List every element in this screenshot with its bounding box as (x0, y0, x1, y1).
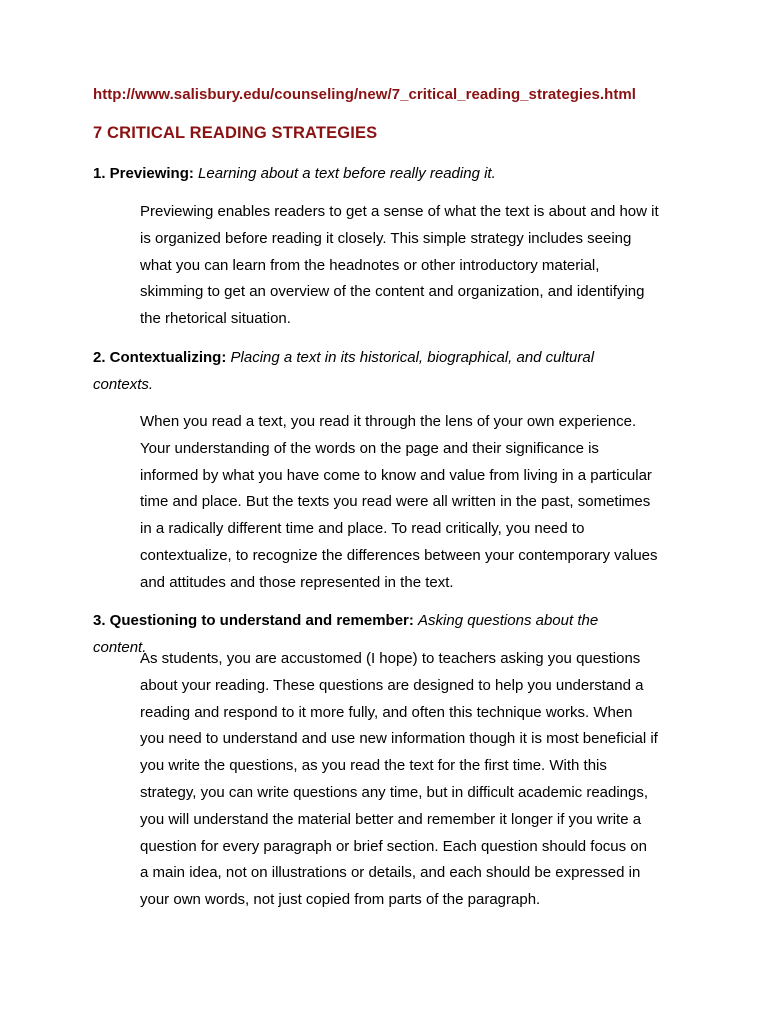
body-line: your own words, not just copied from parts of the paragraph. (140, 891, 541, 909)
body-line: you write the questions, as you read the text for the first time. With this (140, 757, 607, 775)
strategy-2-description: Placing a text in its historical, biographical, and cultural (230, 349, 595, 366)
body-line: is organized before reading it closely. This simple strategy includes seeing (140, 229, 632, 247)
body-line: question for every paragraph or brief section. Each question should focus on (140, 837, 647, 855)
document-title: 7 CRITICAL READING STRATEGIES (93, 124, 378, 142)
strategy-2-description-cont: contexts. (93, 376, 154, 393)
strategy-2-heading (93, 344, 653, 398)
body-line: what you can learn from the headnotes or other introductory material, (140, 256, 600, 274)
strategy-2-lead: 2. Contextualizing: (93, 349, 227, 366)
strategy-1-description: Learning about a text before really reading it. (198, 165, 496, 182)
body-line: Previewing enables readers to get a sense of what the text is about and how it (140, 203, 659, 220)
strategy-1-heading (93, 160, 653, 187)
body-line: reading and respond to it more fully, and often this technique works. When (140, 703, 633, 721)
body-line: When you read a text, you read it through the lens of your own experience. (140, 413, 637, 430)
body-line: time and place. But the texts you read were all written in the past, sometimes (140, 493, 651, 511)
strategy-3-body (140, 646, 680, 914)
strategy-3-lead: 3. Questioning to understand and remember: (93, 612, 414, 629)
body-line: Your understanding of the words on the page and their significance is (140, 439, 599, 457)
body-line: informed by what you have come to know and value from living in a particular (140, 466, 652, 484)
body-line: a main idea, not on illustrations or details, and each should be expressed in (140, 864, 641, 882)
strategy-1-body (140, 199, 680, 333)
body-line: skimming to get an overview of the content and organization, and identifying (140, 283, 645, 301)
body-line: about your reading. These questions are designed to help you understand a (140, 676, 644, 694)
body-line: in a radically different time and place. To read critically, you need to (140, 520, 585, 538)
source-url-link[interactable]: http://www.salisbury.edu/counseling/new/7_critical_reading_strategies.html (93, 86, 637, 103)
strategy-2-body (140, 409, 680, 597)
body-line: strategy, you can write questions any time, but in difficult academic readings, (140, 783, 649, 801)
body-line: and attitudes and those represented in the text. (140, 573, 454, 591)
body-line: As students, you are accustomed (I hope) to teachers asking you questions (140, 650, 641, 667)
strategy-3-description: Asking questions about the content. (93, 612, 599, 656)
body-line: you need to understand and use new information though it is most beneficial if (140, 730, 658, 748)
body-line: you will understand the material better and remember it longer if you write a (140, 810, 642, 828)
body-line: the rhetorical situation. (140, 310, 291, 328)
body-line: contextualize, to recognize the differences between your contemporary values (140, 546, 658, 564)
strategy-1-lead: 1. Previewing: (93, 165, 194, 182)
